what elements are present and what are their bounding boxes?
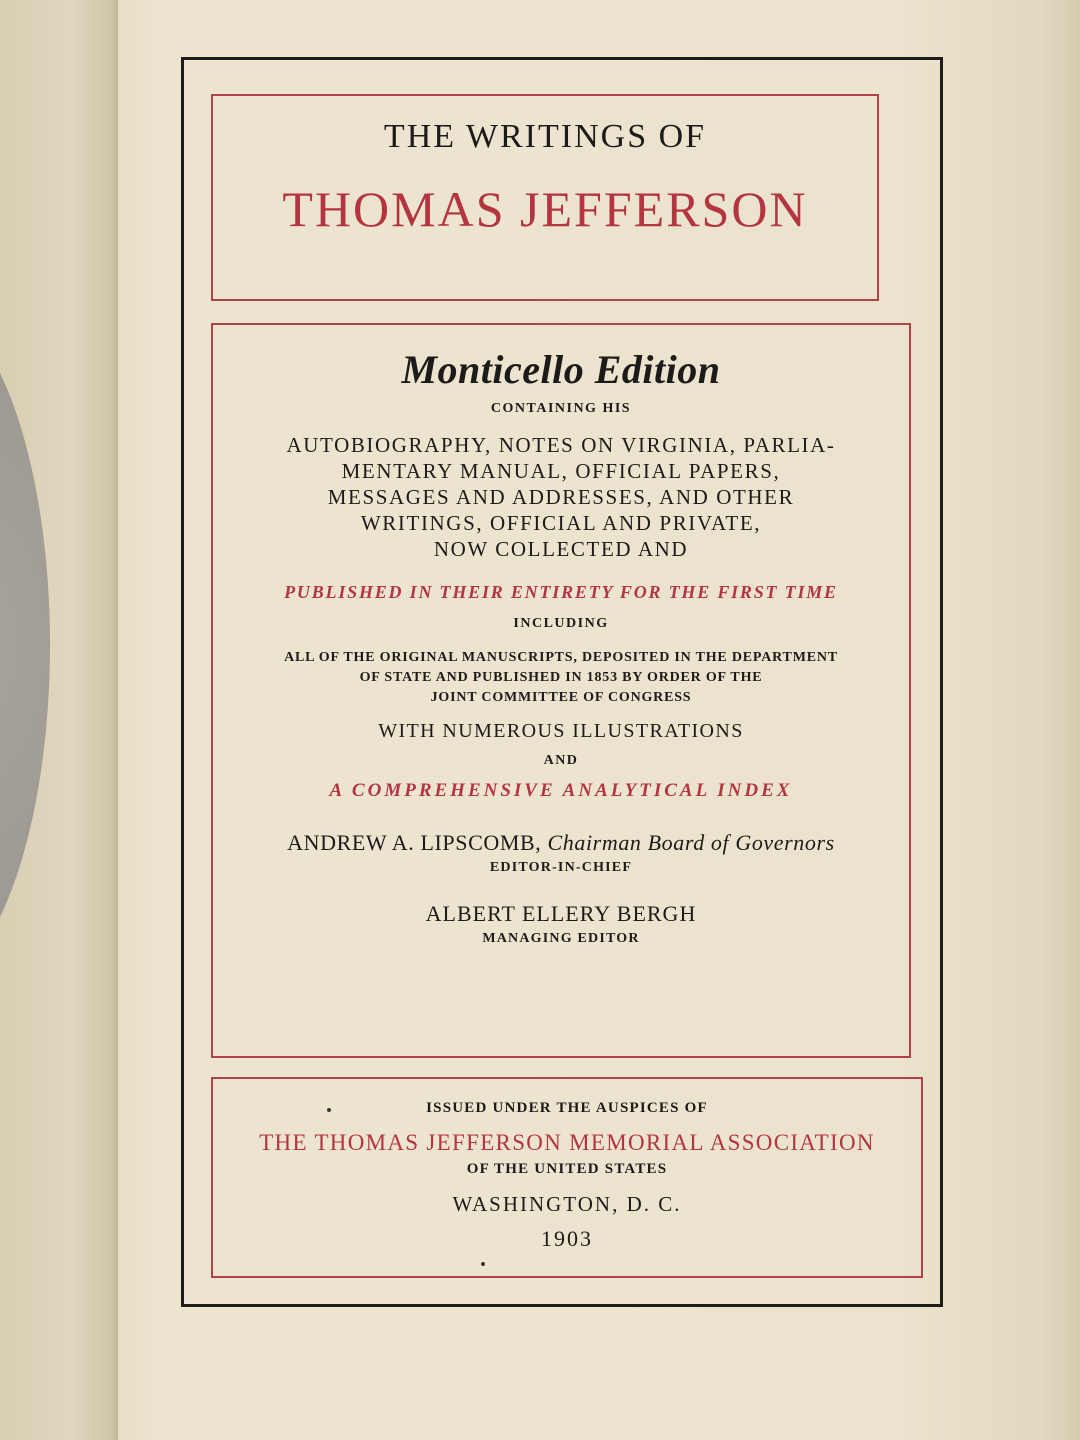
containing-label: CONTAINING HIS — [490, 401, 632, 416]
title-line-2: THOMAS JEFFERSON — [282, 181, 808, 237]
imprint-city: WASHINGTON, D. C. — [452, 1192, 682, 1216]
contents-description: AUTOBIOGRAPHY, NOTES ON VIRGINIA, PARLIA- MENTARY MANUAL, OFFICIAL PAPERS, MESSAGES AND ADDRESSES, AND OTHER WRITINGS, OFFICIAL AND PRIVATE, NOW COLLECTED AND — [286, 433, 836, 561]
published-line: PUBLISHED IN THEIR ENTIRETY FOR THE FIRST TIME — [284, 582, 838, 602]
of-united-states: OF THE UNITED STATES — [466, 1161, 668, 1177]
including-label: INCLUDING — [513, 616, 609, 631]
issued-line: ISSUED UNDER THE AUSPICES OF — [426, 1100, 708, 1116]
editor2-name: ALBERT ELLERY BERGH — [425, 901, 697, 926]
editor1-name: ANDREW A. LIPSCOMB, — [287, 830, 542, 855]
paper-speck — [327, 1108, 331, 1112]
editor1-role: EDITOR-IN-CHIEF — [489, 860, 633, 875]
illustrations-line: WITH NUMEROUS ILLUSTRATIONS — [378, 720, 744, 742]
title-line-1: THE WRITINGS OF — [383, 118, 707, 155]
association-name: THE THOMAS JEFFERSON MEMORIAL ASSOCIATION — [259, 1130, 875, 1155]
editor-in-chief-line — [211, 830, 911, 856]
and-label: AND — [543, 753, 579, 768]
editor1-title: Chairman Board of Governors — [547, 830, 835, 855]
manuscripts-note: ALL OF THE ORIGINAL MANUSCRIPTS, DEPOSITED IN THE DEPARTMENT OF STATE AND PUBLISHED IN 1853 BY ORDER OF THE JOINT COMMITTEE OF CONGRESS — [284, 650, 838, 705]
imprint-year: 1903 — [541, 1226, 593, 1251]
edition-title: Monticello Edition — [401, 347, 721, 392]
index-line: A COMPREHENSIVE ANALYTICAL INDEX — [329, 780, 793, 801]
editor2-role: MANAGING EDITOR — [482, 931, 640, 946]
paper-speck — [481, 1262, 485, 1266]
